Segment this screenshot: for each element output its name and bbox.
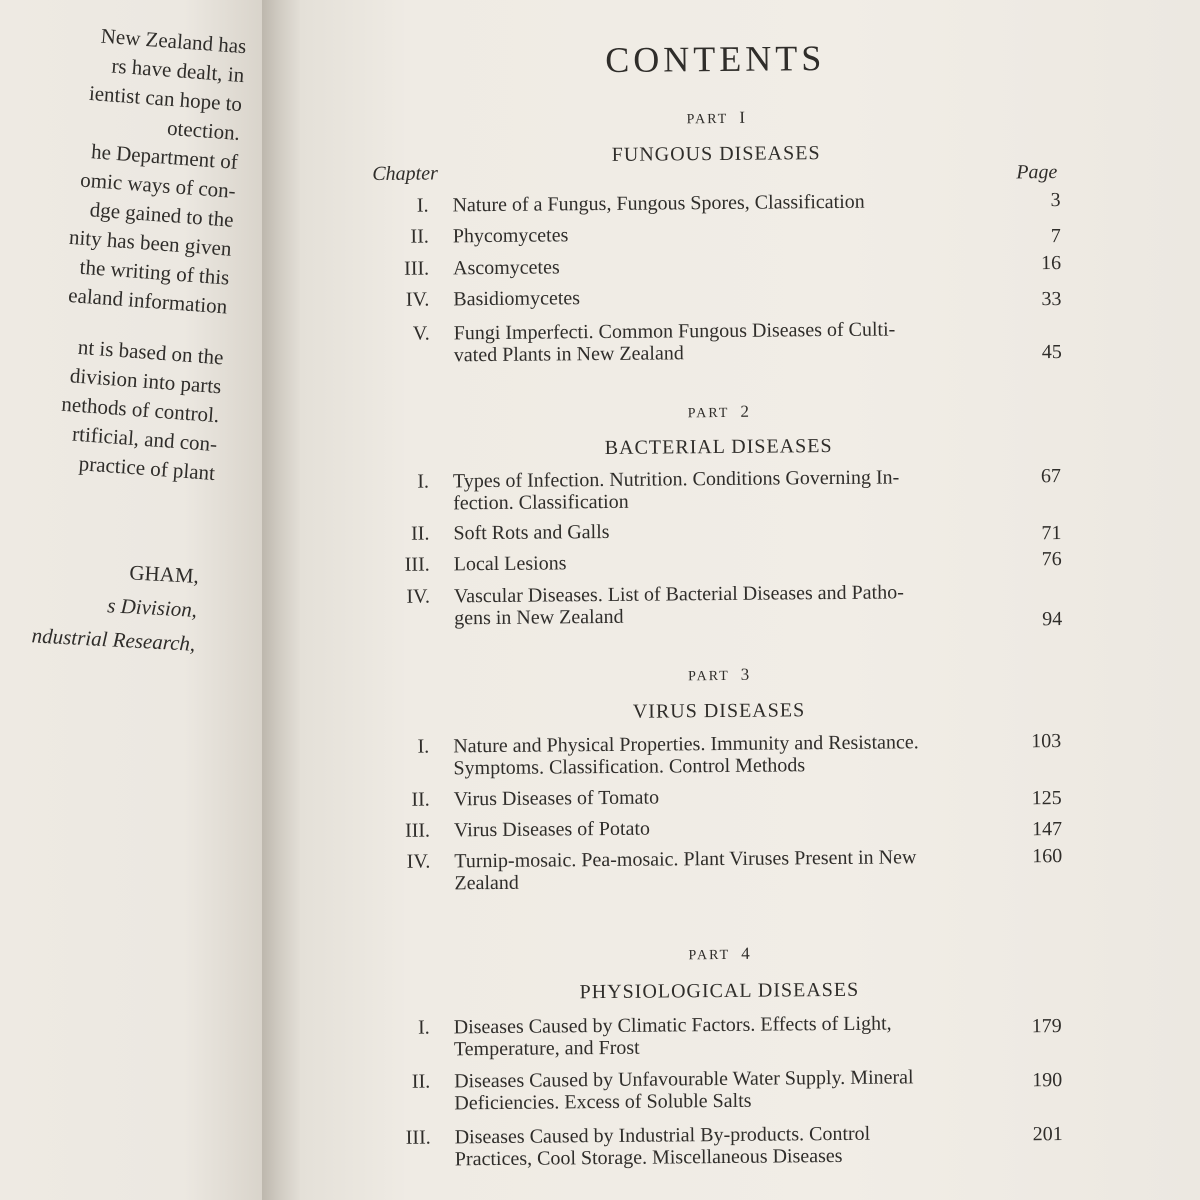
chapter-number: IV. xyxy=(405,288,430,311)
preface-line: nethods of control. xyxy=(60,391,221,428)
part-title: BACTERIAL DISEASES xyxy=(604,435,833,459)
chapter-number: II. xyxy=(411,1070,431,1093)
preface-line: dge gained to the xyxy=(89,197,235,232)
part-number: 4 xyxy=(741,943,750,963)
chapter-number: I. xyxy=(417,1016,430,1039)
preface-line: nt is based on the xyxy=(77,334,225,370)
chapter-title-line: fection. Classification xyxy=(453,490,629,515)
part-word: PART xyxy=(686,111,729,128)
preface-line: New Zealand has xyxy=(100,23,248,59)
chapter-number: III. xyxy=(404,553,430,576)
part-word: PART xyxy=(687,405,730,422)
chapter-number: III. xyxy=(404,819,431,842)
chapter-title-line: Fungi Imperfecti. Common Fungous Diseases of Culti- xyxy=(453,318,896,345)
preface-line: ealand information xyxy=(67,282,229,319)
chapter-number: III. xyxy=(404,257,430,280)
chapter-title-line: gens in New Zealand xyxy=(454,605,624,630)
page-number: 67 xyxy=(1040,465,1062,488)
preface-text xyxy=(0,14,247,488)
page-number: 71 xyxy=(1041,522,1062,545)
chapter-number: I. xyxy=(416,194,429,217)
page-number: 33 xyxy=(1041,288,1062,311)
part-title: FUNGOUS DISEASES xyxy=(611,142,821,166)
chapter-title-line: Diseases Caused by Industrial By-products. Control xyxy=(454,1122,871,1149)
chapter-title-line: Temperature, and Frost xyxy=(453,1036,640,1061)
preface-line: otection. xyxy=(166,115,241,146)
page-number: 103 xyxy=(1031,730,1062,753)
page-number: 3 xyxy=(1050,189,1061,212)
page-number: 94 xyxy=(1042,608,1063,631)
chapter-number: II. xyxy=(411,788,430,811)
right-page xyxy=(300,0,1200,1200)
chapter-title: Basidiomycetes xyxy=(453,287,581,311)
chapter-number: II. xyxy=(410,225,429,248)
preface-line: practice of plant xyxy=(78,451,216,486)
signature-name: GHAM, xyxy=(128,560,200,588)
page-number: 76 xyxy=(1041,548,1062,571)
preface-line: nity has been given xyxy=(68,224,233,261)
chapter-title: Soft Rots and Galls xyxy=(453,520,610,545)
signature-division: s Division, xyxy=(106,593,198,622)
chapter-title: Local Lesions xyxy=(453,552,567,576)
part-number: 3 xyxy=(740,664,750,684)
chapter-number: I. xyxy=(417,735,430,758)
chapter-title-line: Diseases Caused by Climatic Factors. Effects of Light, xyxy=(453,1012,892,1039)
preface-line: rs have dealt, in xyxy=(110,53,246,88)
page-number: 190 xyxy=(1032,1069,1063,1092)
chapter-number: III. xyxy=(405,1126,431,1149)
preface-signature xyxy=(0,548,200,661)
chapter-title: Phycomycetes xyxy=(452,224,569,248)
part-label xyxy=(518,400,918,423)
chapter-title-line: Nature and Physical Properties. Immunity and Resistance. xyxy=(453,731,919,758)
signature-department: ndustrial Research, xyxy=(31,623,196,656)
chapter-number: II. xyxy=(410,522,430,545)
chapter-title-line: vated Plants in New Zealand xyxy=(453,342,684,367)
preface-line: ientist can hope to xyxy=(88,80,243,117)
chapter-column-heading: Chapter xyxy=(372,162,438,186)
page-number: 201 xyxy=(1032,1123,1063,1146)
chapter-title: Virus Diseases of Tomato xyxy=(453,786,660,811)
book-gutter xyxy=(262,0,300,1200)
part-word: PART xyxy=(688,947,731,964)
chapter-title-line: Turnip-mosaic. Pea-mosaic. Plant Viruses Present in New xyxy=(454,846,917,873)
table-of-contents xyxy=(300,0,1200,1200)
chapter-title-line: Symptoms. Classification. Control Methods xyxy=(453,754,806,780)
page-column-heading: Page xyxy=(1016,161,1058,184)
chapter-title-line: Types of Infection. Nutrition. Conditions Governing In- xyxy=(452,466,900,493)
chapter-title: Ascomycetes xyxy=(452,256,560,280)
part-label xyxy=(516,106,916,129)
page-number: 179 xyxy=(1031,1015,1062,1038)
page-number: 147 xyxy=(1031,818,1063,841)
preface-line: division into parts xyxy=(69,363,223,399)
preface-line: omic ways of con- xyxy=(79,167,237,203)
preface-line: rtificial, and con- xyxy=(71,421,218,457)
part-title: PHYSIOLOGICAL DISEASES xyxy=(579,978,860,1004)
chapter-number: V. xyxy=(412,322,430,345)
page-number: 45 xyxy=(1041,341,1062,364)
part-label xyxy=(519,663,919,686)
chapter-title: Nature of a Fungus, Fungous Spores, Classification xyxy=(452,190,865,217)
preface-line: the writing of this xyxy=(78,254,231,290)
chapter-title: Virus Diseases of Potato xyxy=(453,817,651,842)
page-title: CONTENTS xyxy=(605,38,826,80)
part-number: 2 xyxy=(740,401,750,421)
part-number: I xyxy=(739,107,746,127)
part-word: PART xyxy=(688,668,730,685)
chapter-title-line: Vascular Diseases. List of Bacterial Diseases and Patho- xyxy=(453,581,904,608)
chapter-title-line: Practices, Cool Storage. Miscellaneous Diseases xyxy=(454,1144,843,1171)
chapter-title-line: Diseases Caused by Unfavourable Water Supply. Mineral xyxy=(454,1066,914,1093)
chapter-number: I. xyxy=(417,470,430,493)
page-number: 16 xyxy=(1040,252,1062,275)
page-number: 7 xyxy=(1050,225,1061,248)
preface-line: he Department of xyxy=(90,139,239,174)
part-label xyxy=(519,942,919,965)
chapter-title-line: Deficiencies. Excess of Soluble Salts xyxy=(454,1089,752,1115)
page-number: 125 xyxy=(1031,787,1062,810)
page-number: 160 xyxy=(1032,845,1063,868)
chapter-number: IV. xyxy=(406,850,431,873)
chapter-title-line: Zealand xyxy=(454,871,519,895)
part-title: VIRUS DISEASES xyxy=(632,699,806,723)
chapter-number: IV. xyxy=(406,585,431,608)
left-page xyxy=(0,0,262,1200)
